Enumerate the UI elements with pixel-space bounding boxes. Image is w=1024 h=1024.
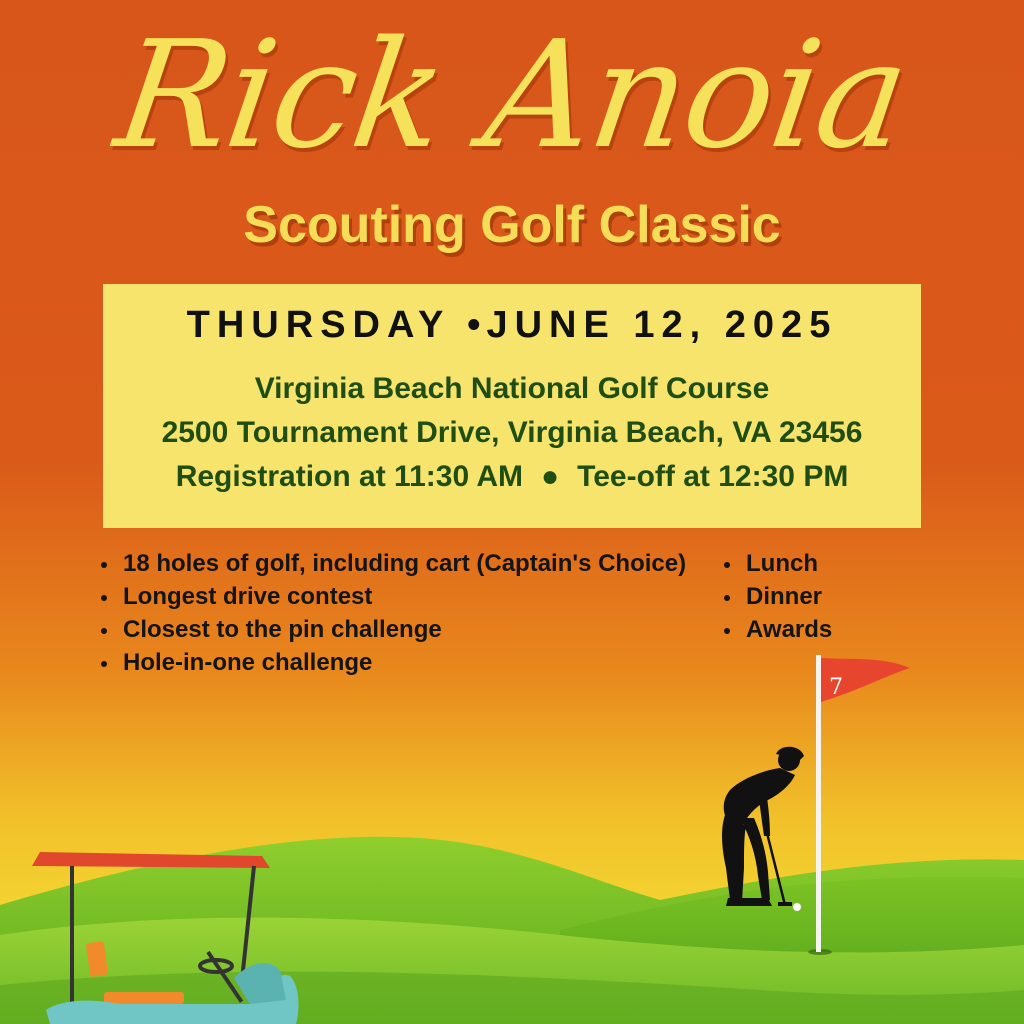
event-name-script: [0, 0, 1024, 190]
venue-name: Virginia Beach National Golf Course: [254, 372, 770, 405]
tee-off-time: Tee-off at 12:30 PM: [577, 460, 849, 493]
registration-time: Registration at 11:30 AM: [175, 460, 524, 493]
event-times: [103, 460, 921, 494]
list-item: Longest drive contest: [101, 580, 686, 613]
times-separator: ●: [541, 460, 560, 493]
golf-ball-icon: [793, 903, 801, 911]
event-honoree-name: Rick Anoia: [107, 9, 917, 181]
list-item: Lunch: [724, 547, 832, 580]
list-item: Awards: [724, 613, 832, 646]
list-item: 18 holes of golf, including cart (Captain's Choice): [101, 547, 686, 580]
event-date-line: [103, 304, 921, 347]
event-info-box: [103, 284, 921, 528]
venue-address: 2500 Tournament Drive, Virginia Beach, VA 23456: [161, 416, 863, 449]
list-item: Dinner: [724, 580, 832, 613]
features-list-left: [101, 547, 686, 679]
date-separator: •: [467, 304, 481, 346]
event-day: THURSDAY: [186, 304, 450, 346]
flag-number: 7: [829, 675, 843, 700]
event-date: JUNE 12, 2025: [486, 304, 838, 346]
features-list-right: [724, 547, 832, 646]
event-subtitle: Scouting Golf Classic: [243, 196, 781, 254]
list-item: Closest to the pin challenge: [101, 613, 686, 646]
list-item: Hole-in-one challenge: [101, 646, 686, 679]
